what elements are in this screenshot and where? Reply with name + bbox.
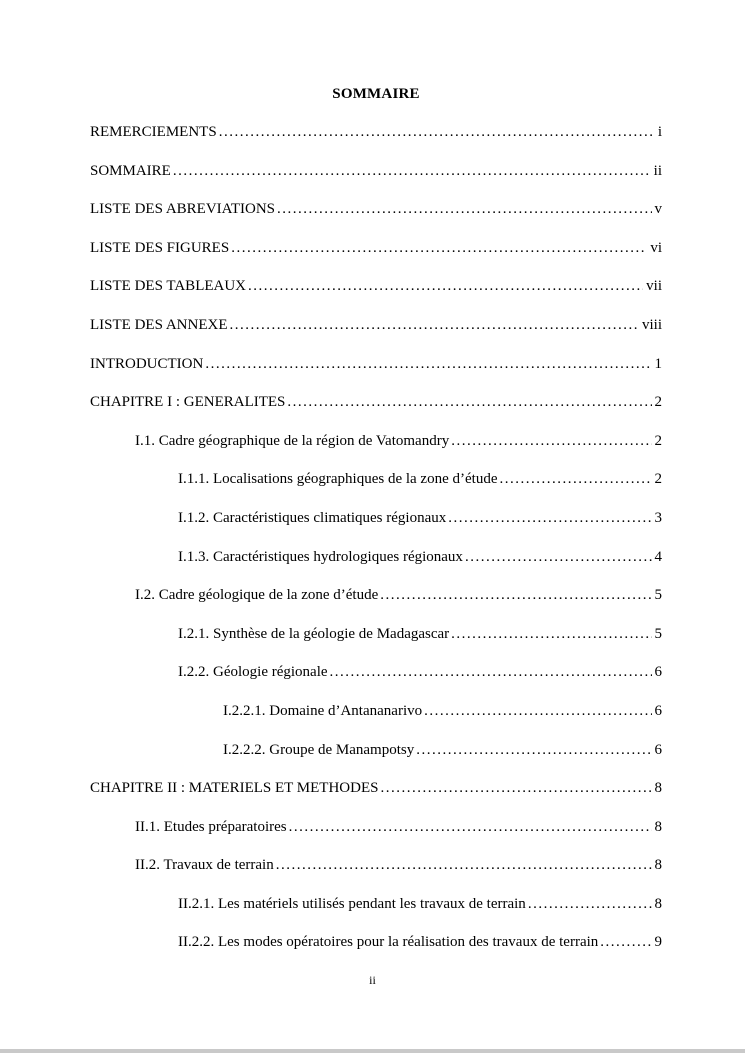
toc-entry <box>90 317 662 334</box>
toc-dot-leader <box>276 857 652 874</box>
toc-dot-leader <box>416 742 651 759</box>
toc-entry-label: II.2.1. Les matériels utilisés pendant les travaux de terrain <box>178 895 526 912</box>
toc-entry <box>90 394 662 411</box>
toc-entry <box>90 240 662 257</box>
toc-dot-leader <box>219 124 655 141</box>
toc-entry <box>90 433 662 450</box>
toc-entry <box>90 664 662 681</box>
toc-entry-label: REMERCIEMENTS <box>90 124 217 140</box>
toc-entry-page: 6 <box>654 664 662 681</box>
toc-entry-page: 6 <box>654 702 662 719</box>
toc-entry-page: 8 <box>654 818 662 835</box>
toc-entry <box>90 780 662 797</box>
toc-entry-page: 6 <box>654 741 662 758</box>
toc-entry-label: LISTE DES ABREVIATIONS <box>90 201 276 218</box>
toc-dot-leader <box>173 163 651 180</box>
toc-entry <box>90 124 662 141</box>
toc-entry-page: 5 <box>654 587 662 604</box>
toc-entry <box>90 356 662 373</box>
toc-entry-label: I.1.2. Caractéristiques climatiques régionaux <box>178 509 447 526</box>
toc-entry <box>90 163 662 180</box>
toc-entry-page: 5 <box>654 625 662 642</box>
toc-entry-label: LISTE DES FIGURES <box>90 239 230 256</box>
toc-entry-label: II.2.2. Les modes opératoires pour la réalisation des travaux de terrain <box>178 934 599 951</box>
toc-list <box>90 124 662 951</box>
toc-entry-page: 8 <box>654 857 662 874</box>
toc-entry-page: vii <box>646 278 662 295</box>
toc-entry-page: 1 <box>654 355 662 372</box>
toc-entry-label: LISTE DES TABLEAUX <box>90 278 247 295</box>
toc-entry-page: i <box>657 124 662 140</box>
toc-dot-leader <box>448 510 651 527</box>
toc-entry-page: 2 <box>654 432 662 449</box>
toc-dot-leader <box>465 549 652 566</box>
toc-entry-page: v <box>654 201 662 218</box>
toc-dot-leader <box>248 278 643 295</box>
toc-dot-leader <box>287 394 651 411</box>
toc-dot-leader <box>528 896 652 913</box>
toc-entry <box>90 819 662 836</box>
toc-entry-label: SOMMAIRE <box>90 162 171 179</box>
toc-entry-page: 4 <box>654 548 662 565</box>
toc-dot-leader <box>289 819 652 836</box>
toc-dot-leader <box>277 201 651 218</box>
toc-entry-label: II.1. Etudes préparatoires <box>135 818 287 835</box>
toc-entry-label: LISTE DES ANNEXE <box>90 316 228 333</box>
toc-entry-label: I.2.2. Géologie régionale <box>178 664 328 681</box>
page-edge-divider <box>0 1049 745 1053</box>
toc-entry-label: II.2. Travaux de terrain <box>135 857 274 874</box>
toc-dot-leader <box>451 433 651 450</box>
toc-entry <box>90 510 662 527</box>
toc-entry <box>90 857 662 874</box>
toc-dot-leader <box>380 780 651 797</box>
toc-entry <box>90 896 662 913</box>
toc-dot-leader <box>231 240 647 257</box>
toc-entry-label: I.2. Cadre géologique de la zone d’étude <box>135 587 379 604</box>
toc-entry-label: I.2.2.2. Groupe de Manampotsy <box>223 741 415 758</box>
toc-entry <box>90 587 662 604</box>
footer-page-number: ii <box>369 973 376 987</box>
toc-entry-label: I.1. Cadre géographique de la région de Vatomandry <box>135 432 450 449</box>
toc-entry <box>90 742 662 759</box>
toc-entry <box>90 626 662 643</box>
toc-dot-leader <box>380 587 651 604</box>
toc-entry-page: vi <box>650 239 662 256</box>
toc-entry-page: ii <box>653 162 662 179</box>
toc-dot-leader <box>330 664 652 681</box>
page-title: SOMMAIRE <box>332 86 420 102</box>
toc-entry-label: I.1.3. Caractéristiques hydrologiques régionaux <box>178 548 463 565</box>
toc-entry-page: 3 <box>654 509 662 526</box>
toc-dot-leader <box>451 626 651 643</box>
toc-entry-label: I.2.1. Synthèse de la géologie de Madagascar <box>178 625 450 642</box>
toc-dot-leader <box>424 703 651 720</box>
toc-dot-leader <box>205 356 651 373</box>
toc-entry-label: CHAPITRE I : GENERALITES <box>90 394 286 411</box>
toc-entry-page: 8 <box>654 780 662 797</box>
toc-entry-label: CHAPITRE II : MATERIELS ET METHODES <box>90 780 379 797</box>
toc-entry-label: I.1.1. Localisations géographiques de la zone d’étude <box>178 471 498 488</box>
toc-entry <box>90 549 662 566</box>
toc-entry <box>90 201 662 218</box>
toc-dot-leader <box>499 471 651 488</box>
toc-entry <box>90 934 662 951</box>
toc-entry-page: 8 <box>654 895 662 912</box>
toc-entry <box>90 703 662 720</box>
toc-dot-leader <box>600 934 651 951</box>
toc-entry-label: I.2.2.1. Domaine d’Antananarivo <box>223 702 423 719</box>
toc-entry-page: viii <box>641 316 662 333</box>
toc-dot-leader <box>230 317 639 334</box>
toc-entry-page: 2 <box>654 471 662 488</box>
toc-entry-label: INTRODUCTION <box>90 355 204 372</box>
toc-entry <box>90 278 662 295</box>
toc-entry-page: 2 <box>654 394 662 411</box>
toc-entry-page: 9 <box>654 934 662 951</box>
toc-entry <box>90 471 662 488</box>
